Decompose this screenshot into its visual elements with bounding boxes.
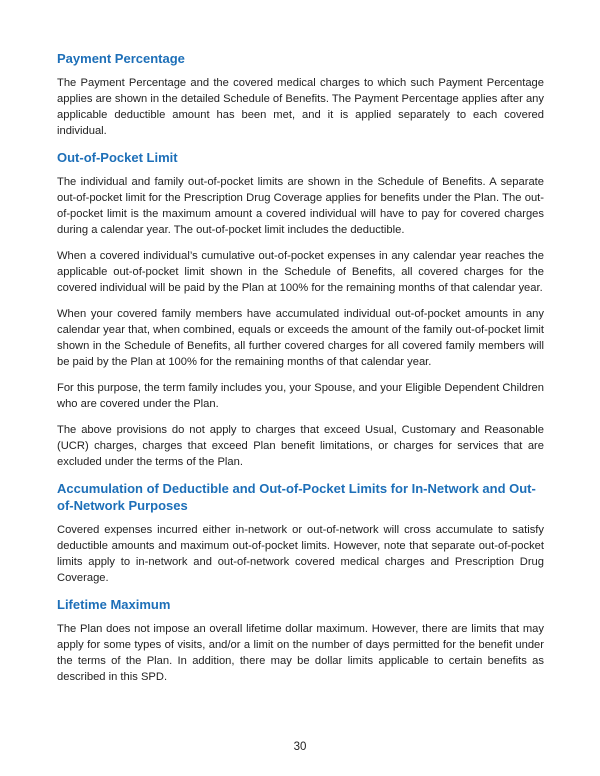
section-accumulation [57,480,544,586]
section-paragraph: When your covered family members have accumulated individual out-of-pocket amounts in any calendar year that, when combined, equals or exceeds the amount of the family out-of-pocket limit shown in the Schedule of Benefits, all further covered charges for all covered family members will be paid by the Plan at 100% for the remaining months of that calendar year. [57,308,544,368]
document-page [57,50,544,695]
section-paragraph: The Plan does not impose an overall lifetime dollar maximum. However, there are limits that may apply for some types of visits, and/or a limit on the number of days permitted for the benefit under the terms of the Plan. In addition, there may be dollar limits applicable to certain benefits as described in this SPD. [57,623,544,683]
section-out-of-pocket-limit [57,149,544,470]
section-paragraph: The Payment Percentage and the covered medical charges to which such Payment Percentage applies are shown in the detailed Schedule of Benefits. The Payment Percentage applies after any applicable deductible amount has been met, and it is applied separately to each covered individual. [57,77,544,137]
section-lifetime-maximum [57,596,544,685]
section-heading: Accumulation of Deductible and Out-of-Pocket Limits for In-Network and Out-of-Network Purposes [57,481,536,513]
section-heading: Lifetime Maximum [57,597,171,612]
section-paragraph: When a covered individual’s cumulative out-of-pocket expenses in any calendar year reaches the applicable out-of-pocket limit shown in the Schedule of Benefits, all covered charges for the covered individual will be paid by the Plan at 100% for the remaining months of that calendar year. [57,250,544,294]
section-heading: Out-of-Pocket Limit [57,150,178,165]
section-paragraph: The individual and family out-of-pocket limits are shown in the Schedule of Benefits. A separate out-of-pocket limit for the Prescription Drug Coverage applies for benefits under the Plan. The out-of-pocket limit is the maximum amount a covered individual will have to pay for covered charges during a calendar year. The out-of-pocket limit includes the deductible. [57,176,544,236]
section-paragraph: Covered expenses incurred either in-network or out-of-network will cross accumulate to satisfy deductible amounts and maximum out-of-pocket limits. However, note that separate out-of-pocket limits apply to in-network and out-of-network covered medical charges and Prescription Drug Coverage. [57,524,544,584]
section-payment-percentage [57,50,544,139]
section-paragraph: For this purpose, the term family includes you, your Spouse, and your Eligible Dependent Children who are covered under the Plan. [57,382,544,410]
page-number: 30 [293,741,307,753]
section-paragraph: The above provisions do not apply to charges that exceed Usual, Customary and Reasonable (UCR) charges, charges that exceed Plan benefit limitations, or charges for services that are excluded under the terms of the Plan. [57,424,544,468]
section-heading: Payment Percentage [57,51,185,66]
